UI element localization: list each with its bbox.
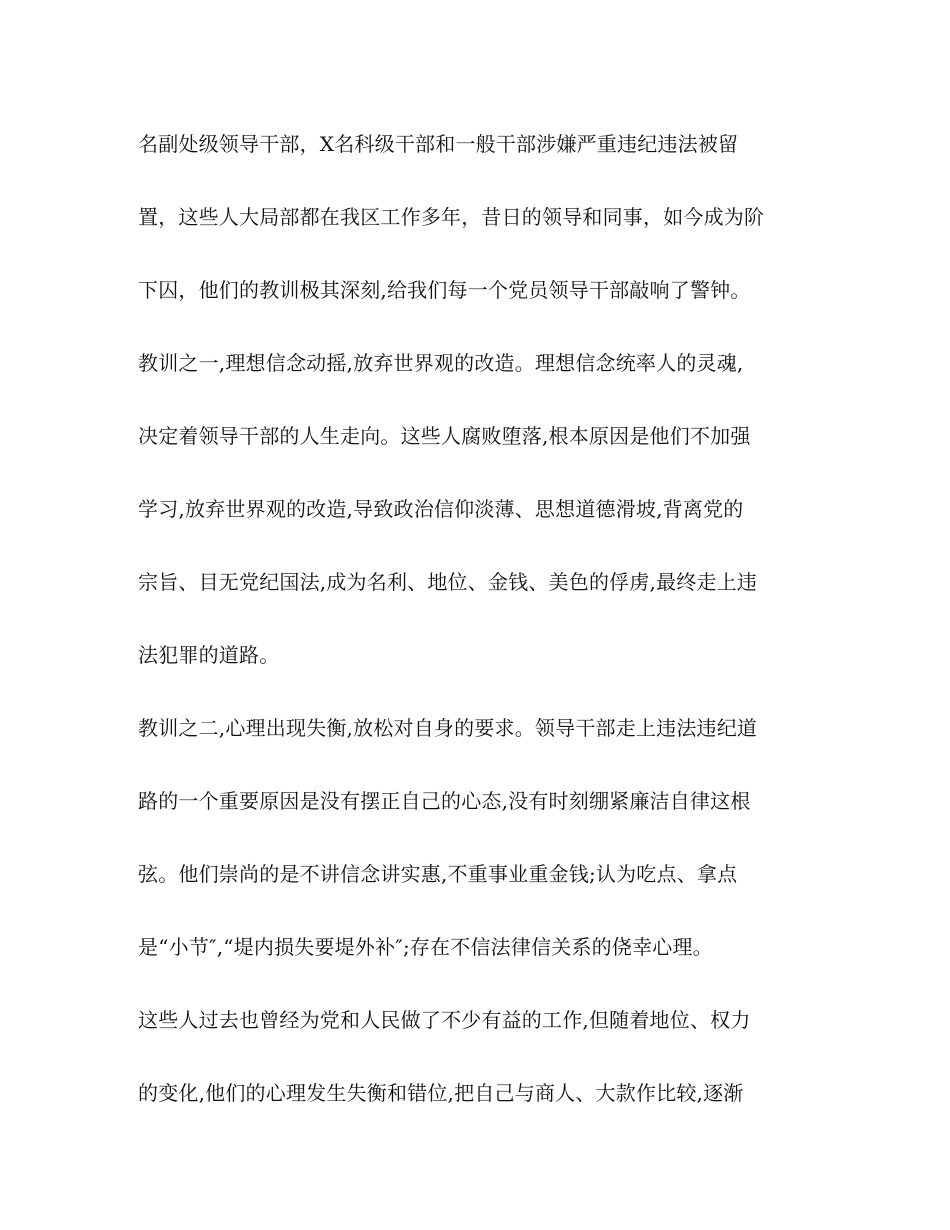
text-line: 是“小节″,“堤内损失要堤外补″;存在不信法律信关系的侥幸心理。 bbox=[138, 935, 713, 959]
text-line: 教训之二,心理出现失衡,放松对自身的要求。领导干部走上违法违纪道 bbox=[138, 716, 758, 740]
text-line: 的变化,他们的心理发生失衡和错位,把自己与商人、大款作比较,逐渐 bbox=[138, 1081, 744, 1105]
text-line: 这些人过去也曾经为党和人民做了不少有益的工作,但随着地位、权力 bbox=[138, 1008, 751, 1032]
text-line: 置，这些人大局部都在我区工作多年，昔日的领导和同事，如今成为阶 bbox=[138, 205, 765, 229]
text-line: 路的一个重要原因是没有摆正自己的心态,没有时刻绷紧廉洁自律这根 bbox=[138, 789, 751, 813]
text-line: 弦。他们崇尚的是不讲信念讲实惠,不重事业重金钱;认为吃点、拿点 bbox=[138, 862, 738, 886]
document-body bbox=[138, 124, 818, 1146]
text-line: 决定着领导干部的人生走向。这些人腐败堕落,根本原因是他们不加强 bbox=[138, 424, 751, 448]
text-line: 教训之一,理想信念动摇,放弃世界观的改造。理想信念统率人的灵魂, bbox=[138, 351, 744, 375]
text-line: 下囚，他们的教训极其深刻,给我们每一个党员领导干部敲响了警钟。 bbox=[138, 278, 751, 302]
text-line: 学习,放弃世界观的改造,导致政治信仰淡薄、思想道德滑坡,背离党的 bbox=[138, 497, 744, 521]
text-line: 法犯罪的道路。 bbox=[138, 643, 280, 667]
text-line: 名副处级领导干部，X名科级干部和一般干部涉嫌严重违纪违法被留 bbox=[138, 132, 739, 156]
text-line: 宗旨、目无党纪国法,成为名利、地位、金钱、美色的俘虏,最终走上违 bbox=[138, 570, 758, 594]
